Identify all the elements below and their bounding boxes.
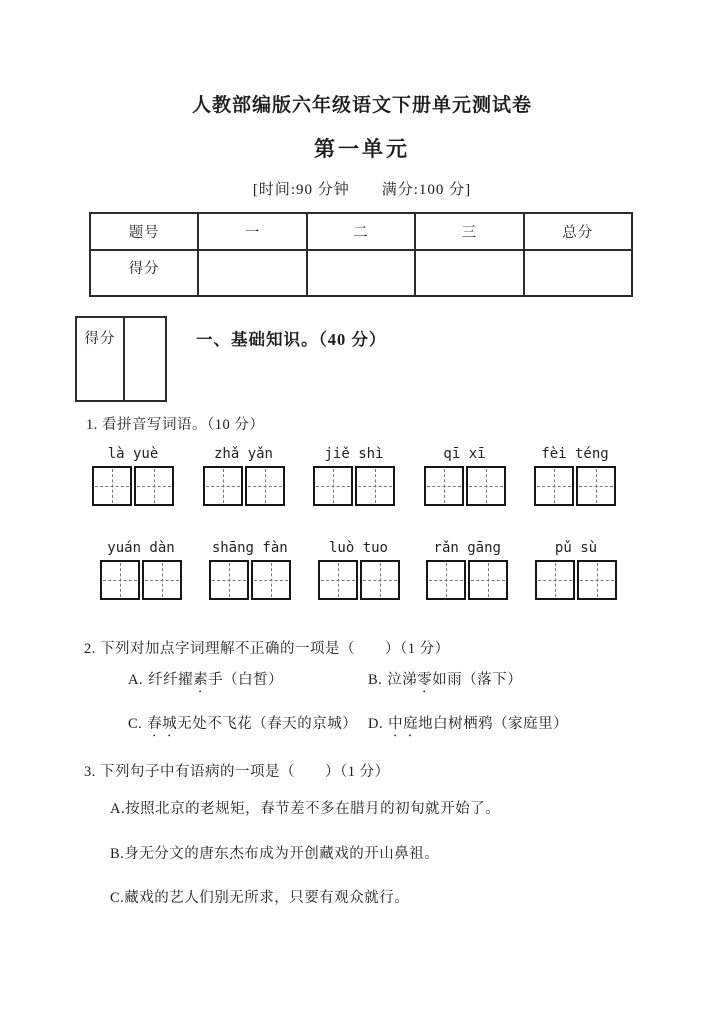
q2-option-c — [128, 712, 368, 740]
pinyin-row-1 — [92, 444, 616, 506]
pinyin-label: fèi téng — [541, 446, 609, 462]
pinyin-word-group — [534, 444, 616, 506]
option-text: 按照北京的老规矩，春节差不多在腊月的初旬就开始了。 — [125, 801, 501, 817]
question-1-prompt: 1. 看拼音写词语。（10 分） — [86, 417, 265, 433]
option-label: B. — [110, 846, 125, 862]
q3-option-b — [110, 842, 439, 863]
pinyin-label: shāng fàn — [211, 540, 288, 556]
score-table-header-cell: 一 — [198, 213, 306, 250]
paper-title: 人教部编版六年级语文下册单元测试卷 — [191, 95, 532, 116]
pinyin-label: pǔ sù — [554, 540, 598, 556]
tianzige-cell — [360, 560, 400, 600]
score-cell-empty — [524, 250, 632, 296]
score-table-header-cell: 题号 — [90, 213, 198, 250]
writing-grid — [100, 560, 182, 600]
score-box-label: 得分 — [77, 318, 125, 400]
option-text: 泣涕 — [387, 672, 418, 688]
tianzige-cell — [209, 560, 249, 600]
section-one-heading: 一、基础知识。（40 分） — [196, 330, 387, 349]
writing-grid — [426, 560, 508, 600]
option-text: 藏戏的艺人们别无所求，只要有观众就行。 — [124, 890, 410, 906]
tianzige-cell — [576, 466, 616, 506]
dotted-chars: 春城 — [147, 716, 178, 732]
option-label: D. — [368, 716, 384, 732]
option-label: C. — [110, 890, 125, 906]
pinyin-word-group — [92, 444, 174, 506]
option-text: 身无分文的唐东杰布成为开创藏戏的开山鼻祖。 — [124, 846, 440, 862]
tianzige-cell — [534, 466, 574, 506]
option-text: 如雨（落下） — [432, 672, 523, 688]
option-text: 纤纤擢 — [148, 672, 194, 688]
writing-grid — [534, 466, 616, 506]
pinyin-label: là yuè — [107, 446, 159, 462]
score-table-header-cell: 三 — [415, 213, 523, 250]
pinyin-word-group — [318, 538, 400, 600]
score-table-header-cell: 总分 — [524, 213, 632, 250]
writing-grid — [535, 560, 617, 600]
option-text: 无处不飞花（春天的京城） — [177, 716, 358, 732]
score-table-header-cell: 二 — [307, 213, 415, 250]
writing-grid — [318, 560, 400, 600]
tianzige-cell — [313, 466, 353, 506]
writing-grid — [92, 466, 174, 506]
pinyin-word-group — [535, 538, 617, 600]
unit-subtitle: 第一单元 — [314, 137, 410, 161]
pinyin-label: rǎn gāng — [433, 540, 501, 556]
writing-grid — [313, 466, 395, 506]
pinyin-word-group — [100, 538, 182, 600]
dotted-chars: 零 — [417, 672, 433, 688]
tianzige-cell — [424, 466, 464, 506]
tianzige-cell — [577, 560, 617, 600]
tianzige-cell — [134, 466, 174, 506]
tianzige-cell — [142, 560, 182, 600]
q3-option-a — [110, 797, 500, 818]
q2-options-row-ab — [128, 668, 522, 696]
pinyin-word-group — [209, 538, 291, 600]
section-score-box — [75, 316, 167, 402]
pinyin-label: luò tuo — [328, 540, 388, 556]
pinyin-word-group — [203, 444, 285, 506]
q2-option-b — [368, 668, 522, 696]
dotted-chars: 素 — [193, 672, 209, 688]
tianzige-cell — [468, 560, 508, 600]
tianzige-cell — [92, 466, 132, 506]
score-summary-table — [89, 212, 633, 297]
tianzige-cell — [466, 466, 506, 506]
writing-grid — [209, 560, 291, 600]
option-label: A. — [128, 672, 144, 688]
pinyin-word-group — [313, 444, 395, 506]
dotted-chars: 中庭 — [388, 716, 419, 732]
score-table-row-label: 得分 — [90, 250, 198, 296]
pinyin-label: qī xī — [443, 446, 486, 462]
pinyin-label: zhǎ yǎn — [213, 446, 273, 462]
option-text: 地白树栖鸦（家庭里） — [418, 716, 569, 732]
option-label: C. — [128, 716, 143, 732]
pinyin-label: yuán dàn — [107, 540, 175, 556]
writing-grid — [424, 466, 506, 506]
tianzige-cell — [100, 560, 140, 600]
tianzige-cell — [355, 466, 395, 506]
score-cell-empty — [415, 250, 523, 296]
score-box-empty-cell — [125, 318, 165, 400]
option-text: 手（白皙） — [208, 672, 284, 688]
option-label: B. — [368, 672, 383, 688]
score-table-score-row — [90, 250, 632, 296]
pinyin-word-group — [424, 444, 506, 506]
tianzige-cell — [535, 560, 575, 600]
pinyin-label: jiě shì — [324, 446, 384, 462]
q2-options-row-cd — [128, 712, 568, 740]
tianzige-cell — [251, 560, 291, 600]
score-cell-empty — [198, 250, 306, 296]
exam-meta: [时间:90 分钟 满分:100 分] — [252, 182, 472, 198]
tianzige-cell — [318, 560, 358, 600]
tianzige-cell — [245, 466, 285, 506]
score-table-header-row — [90, 213, 632, 250]
pinyin-word-group — [426, 538, 508, 600]
q2-option-a — [128, 668, 368, 696]
q2-option-d — [368, 712, 568, 740]
writing-grid — [203, 466, 285, 506]
question-3-prompt: 3. 下列句子中有语病的一项是（ ）（1 分） — [84, 764, 390, 780]
tianzige-cell — [203, 466, 243, 506]
q3-option-c — [110, 886, 409, 907]
question-2-prompt: 2. 下列对加点字词理解不正确的一项是（ ）（1 分） — [84, 641, 450, 657]
tianzige-cell — [426, 560, 466, 600]
option-label: A. — [110, 801, 126, 817]
pinyin-row-2 — [100, 538, 617, 600]
score-cell-empty — [307, 250, 415, 296]
